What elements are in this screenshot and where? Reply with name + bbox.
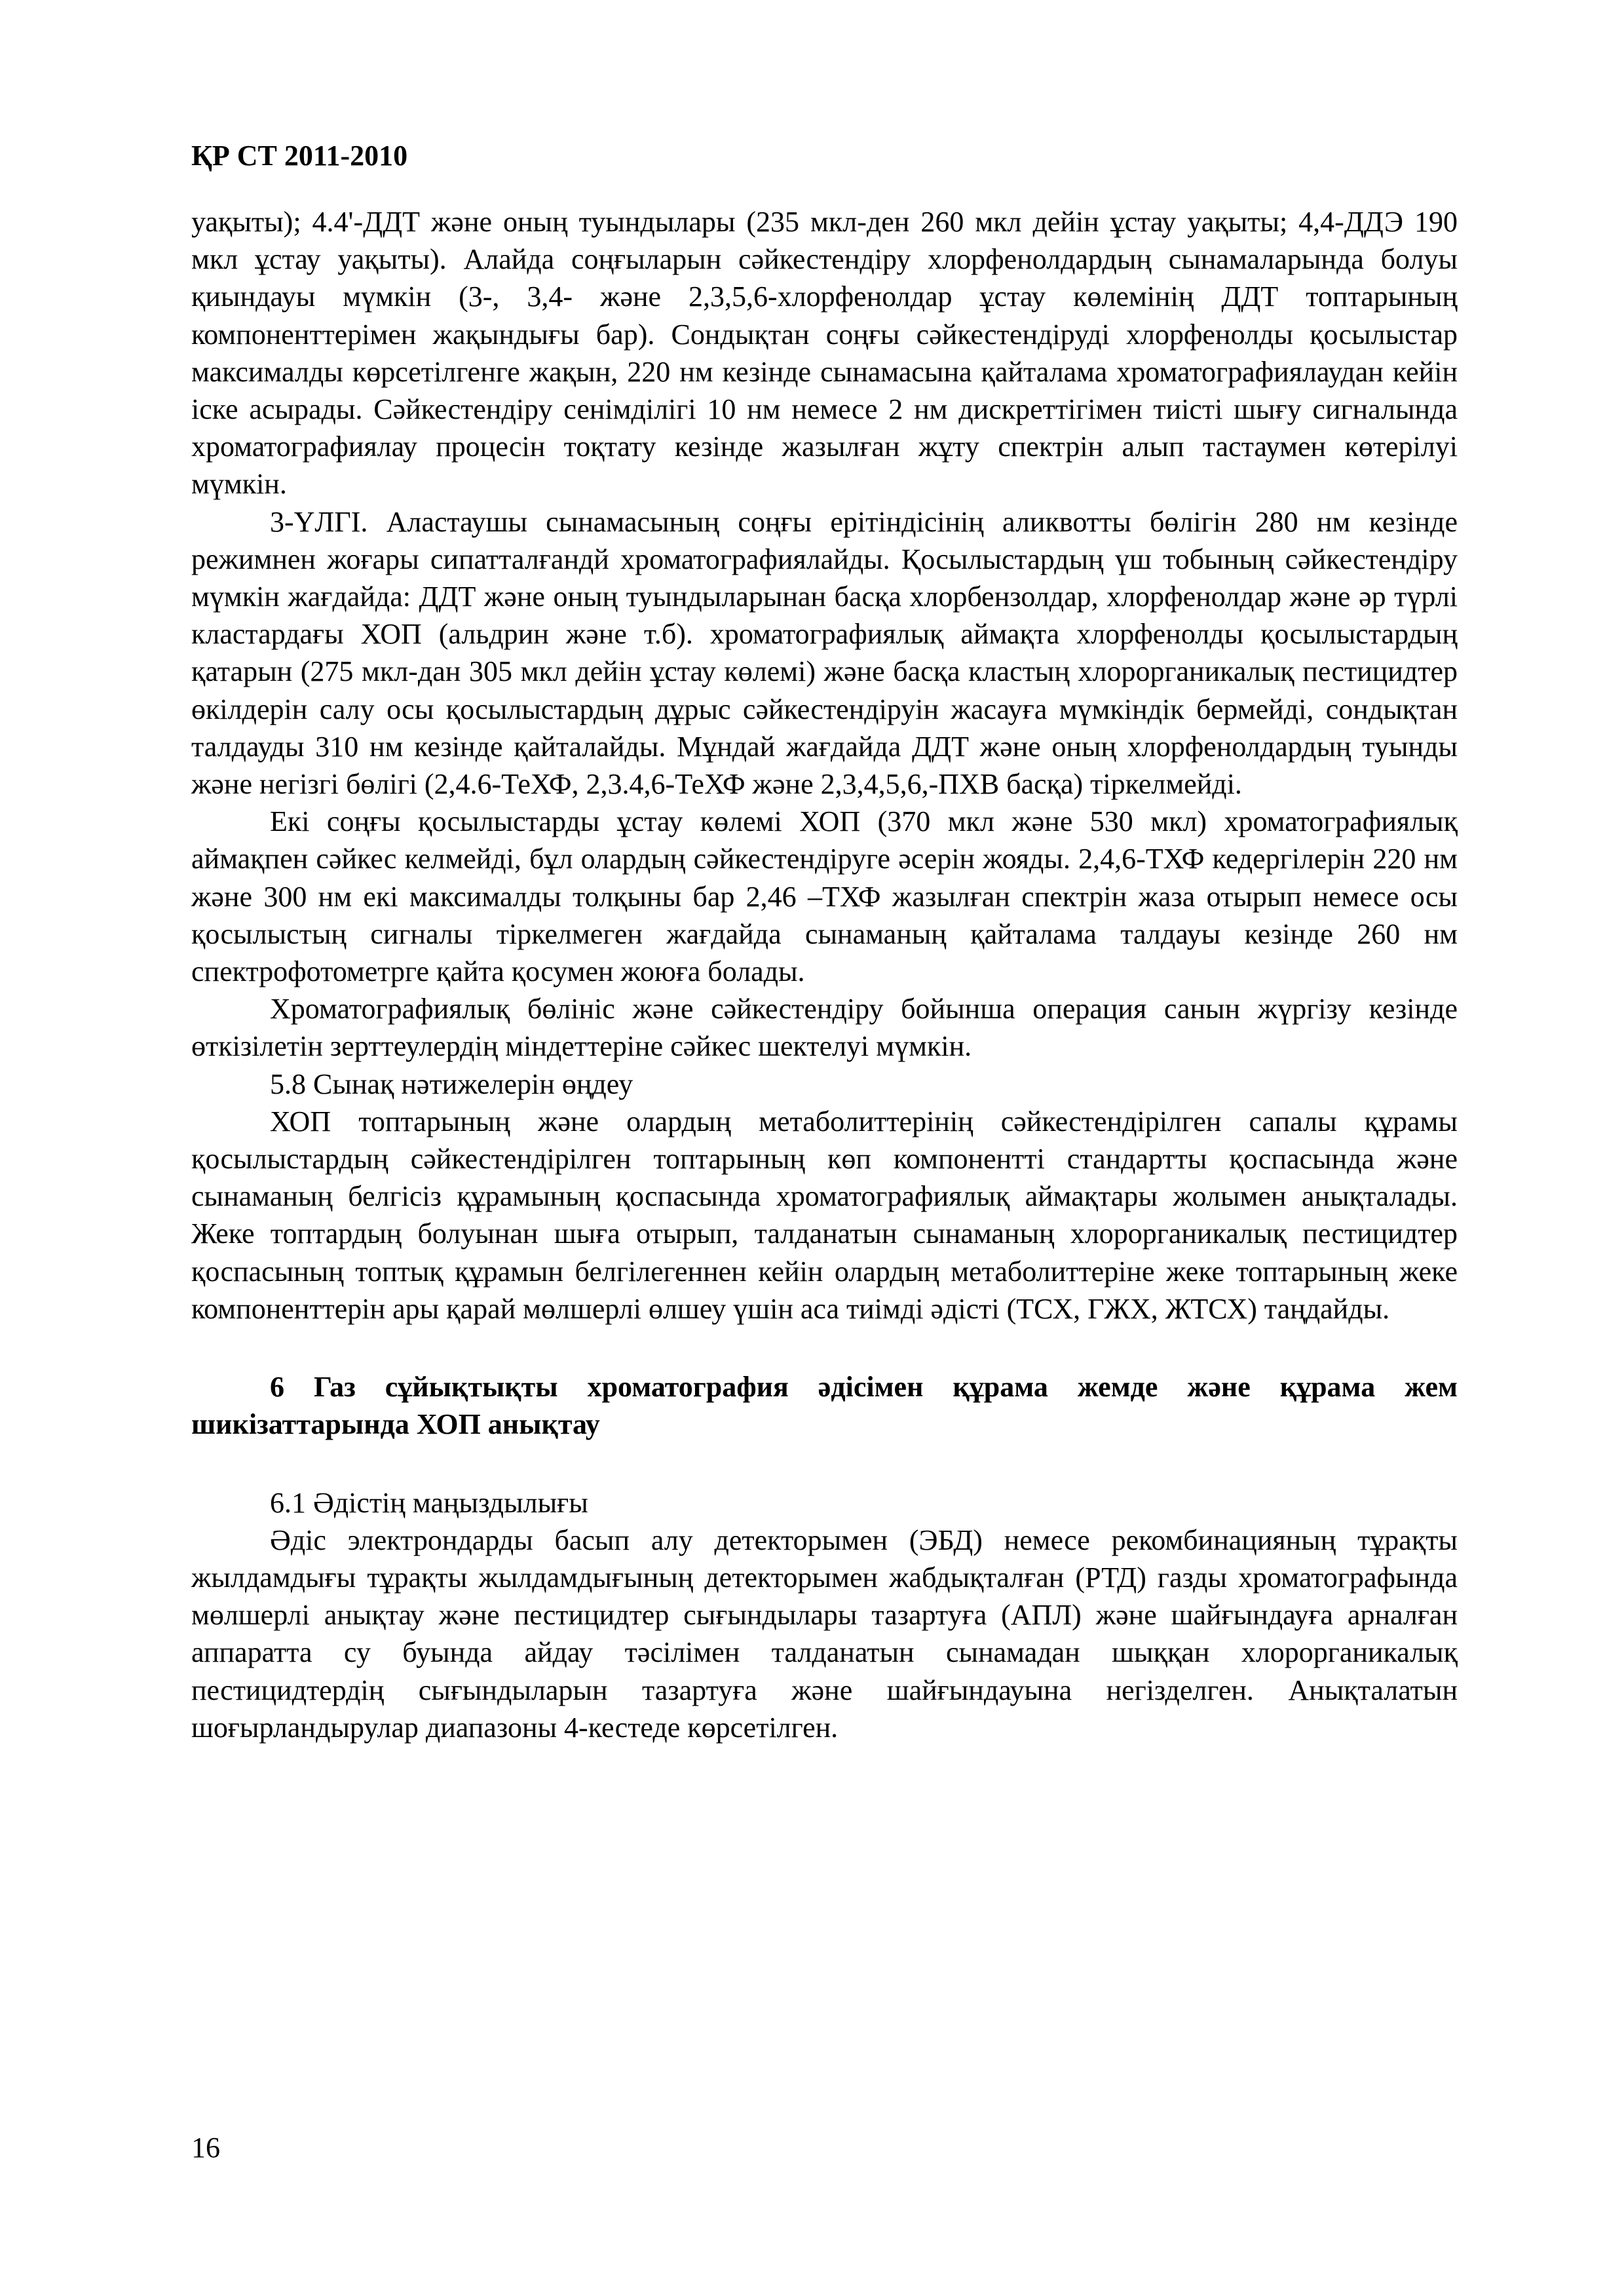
document-body [191,203,1458,1746]
subsection-title-5-8: 5.8 Сынақ нәтижелерін өңдеу [270,1067,633,1100]
paragraph-example-3: 3-ҮЛГІ. Аластаушы сынамасының соңғы ерітіндісінің аликвотты бөлігін 280 нм кезінде режимнен жоғары сипатталғандй хроматографиялайды. Қосылыстардың үш тобының сәйкестендіру мүмкін жағдайда: ДДТ және оның туындыларынан басқа хлорбензолдар, хлорфенолдар және әр түрлі кластардағы ХОП (альдрин және т.б). хроматографиялық аймақта хлорфенолды қосылыстардың қатарын (275 мкл-дан 305 мкл дейін ұстау көлемі) және басқа кластың хлорорганикалық пестицидтер өкілдерін салу осы қосылыстардың дұрыс сәйкестендіруін жасауға мүмкіндік бермейді, сондықтан талдауды 310 нм кезінде қайталайды. Мұндай жағдайда ДДТ және оның хлорфенолдардың туынды және негізгі бөлігі (2,4.6-ТеХФ, 2,3.4,6-ТеХФ және 2,3,4,5,6,-ПХВ басқа) тіркелмейді. [191,505,1458,801]
paragraph-continued: уақыты); 4.4'-ДДТ және оның туындылары (235 мкл-ден 260 мкл дейін ұстау уақыты; 4,4-ДДЭ 190 мкл ұстау уақыты). Алайда соңғыларын сәйкестендіру хлорфенолдардың сынамаларында болуы қиындауы мүмкін (3-, 3,4- және 2,3,5,6-хлорфенолдар ұстау көлемінің ДДТ топтарының компоненттерімен жақындығы бар). Сондықтан соңғы сәйкестендіруді хлорфенолды қосылыстар максималды көрсетілгенге жақын, 220 нм кезінде сынамасына қайталама хроматографиялаудан кейін іске асырады. Сәйкестендіру сенімділігі 10 нм немесе 2 нм дискреттігімен тиісті шығу сигналында хроматографиялау процесін тоқтату кезінде жазылған жұту спектрін алып тастаумен көтерілуі мүмкін. [191,206,1458,501]
paragraph-method: Әдіс электрондарды басып алу детекторымен (ЭБД) немесе рекомбинацияның тұрақты жылдамдығы тұрақты жылдамдығының детекторымен жабдықталған (РТД) газды хроматографында мөлшерлі анықтау және пестицидтер сығындылары тазартуға (АПЛ) және шайғындауға арналған аппаратта су буында айдау тәсілімен талданатын сынамадан шыққан хлорорганикалық пестицидтердің сығындыларын тазартуға және шайғындауына негізделген. Анықталатын шоғырландырулар диапазоны 4-кестеде көрсетілген. [191,1523,1458,1744]
paragraph-limits: Хроматографиялық бөлініс және сәйкестендіру бойынша операция санын жүргізу кезінде өткізілетін зерттеулердің міндеттеріне сәйкес шектелуі мүмкін. [191,993,1458,1063]
page-number: 16 [191,2132,220,2164]
document-header: ҚР СТ 2011-2010 [191,140,408,172]
subsection-title-6-1: 6.1 Әдістің маңыздылығы [270,1486,588,1519]
section-heading-6: 6 Газ сұйықтықты хроматография әдісімен құрама жемде және құрама жем шикізаттарында ХОП анықтау [191,1371,1458,1441]
paragraph-retention: Екі соңғы қосылыстарды ұстау көлемі ХОП (370 мкл және 530 мкл) хроматографиялық аймақпен сәйкес келмейді, бұл олардың сәйкестендіруге әсерін жояды. 2,4,6-ТХФ кедергілерін 220 нм және 300 нм екі максималды толқыны бар 2,46 –ТХФ жазылған спектрін жаза отырып немесе осы қосылыстың сигналы тіркелмеген жағдайда сынаманың қайталама талдауы кезінде 260 нм спектрофотометрге қайта қосумен жоюға болады. [191,805,1458,988]
paragraph-results: ХОП топтарының және олардың метаболиттерінің сәйкестендірілген сапалы құрамы қосылыстардың сәйкестендірілген топтарының көп компонентті стандартты қоспасында және сынаманың белгісіз құрамының қоспасында хроматографиялық аймақтары жолымен анықталады. Жеке топтардың болуынан шыға отырып, талданатын сынаманың хлорорганикалық пестицидтер қоспасының топтық құрамын белгілегеннен кейін олардың метаболиттеріне жеке топтарының жеке компоненттерін ары қарай мөлшерлі өлшеу үшін аса тиімді әдісті (ТСХ, ГЖХ, ЖТСХ) таңдайды. [191,1105,1458,1325]
